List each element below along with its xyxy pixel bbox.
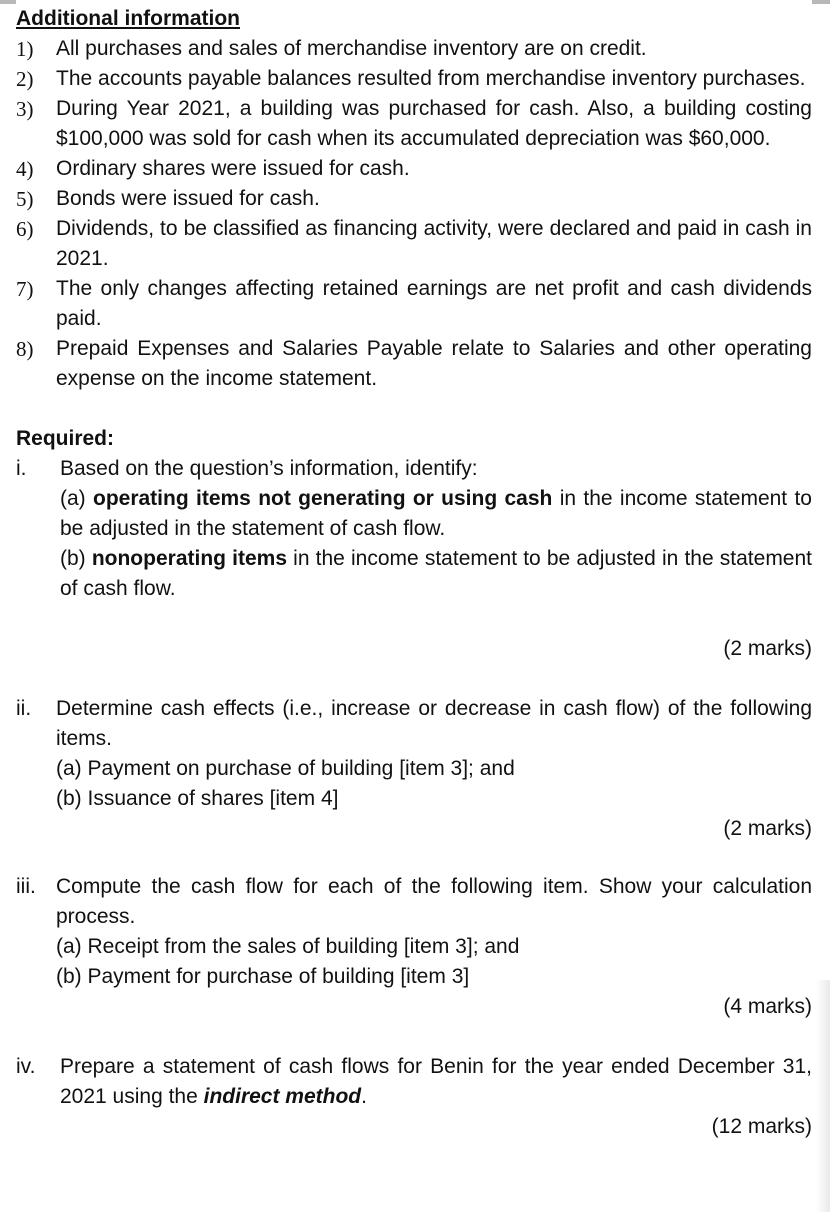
- question-iii: [16, 872, 812, 992]
- part-a-label: (a): [60, 487, 93, 510]
- question-part-b: (b) Payment for purchase of building [item 3]: [56, 965, 470, 988]
- question-part-a: (a) Payment on purchase of building [item 3]; and: [56, 757, 515, 780]
- item-text: Bonds were issued for cash.: [56, 187, 320, 210]
- question-i: [16, 454, 812, 604]
- list-item: [16, 94, 812, 154]
- part-a-text: in the income statement to be adjusted in the statement of cash flow.: [60, 487, 812, 540]
- item-text: Ordinary shares were issued for cash.: [56, 157, 410, 180]
- item-number: 3): [16, 97, 34, 121]
- additional-information-heading: Additional information: [16, 7, 240, 30]
- question-intro: Based on the question’s information, identify:: [60, 457, 478, 480]
- question-body: [60, 454, 812, 604]
- question-number: i.: [16, 457, 27, 480]
- question-intro-end: .: [361, 1085, 367, 1108]
- part-a-emphasis: operating items not generating or using cash: [93, 487, 553, 510]
- item-number: 1): [16, 37, 34, 61]
- item-text: The accounts payable balances resulted from merchandise inventory purchases.: [56, 67, 806, 90]
- marks-label: (4 marks): [723, 995, 812, 1018]
- question-intro: Prepare a statement of cash flows for Benin for the year ended December 31, 2021 using the: [60, 1055, 812, 1108]
- question-body: [56, 872, 812, 992]
- question-ii: [16, 694, 812, 814]
- question-number: iii.: [16, 875, 36, 898]
- item-text: The only changes affecting retained earnings are net profit and cash dividends paid.: [56, 277, 812, 330]
- part-b-label: (b): [60, 547, 92, 570]
- item-text: Dividends, to be classified as financing activity, were declared and paid in cash in 2021.: [56, 217, 812, 270]
- question-intro: Determine cash effects (i.e., increase or decrease in cash flow) of the following items.: [56, 697, 812, 750]
- question-body: [56, 694, 812, 814]
- item-number: 7): [16, 277, 34, 301]
- item-number: 6): [16, 217, 34, 241]
- question-number: ii.: [16, 697, 32, 720]
- list-item: [16, 154, 812, 184]
- marks-label: (12 marks): [711, 1115, 812, 1138]
- list-item: [16, 214, 812, 274]
- list-item: [16, 274, 812, 334]
- top-edge-mark-left: [0, 0, 16, 4]
- question-part-b: (b) Issuance of shares [item 4]: [56, 787, 339, 810]
- question-iv: [16, 1052, 812, 1112]
- question-body: [60, 1052, 812, 1112]
- required-heading: Required:: [16, 427, 115, 450]
- marks-label: (2 marks): [723, 637, 812, 660]
- question-intro: Compute the cash flow for each of the following item. Show your calculation process.: [56, 875, 812, 928]
- part-b-emphasis: nonoperating items: [91, 547, 287, 570]
- list-item: [16, 334, 812, 394]
- list-item: [16, 34, 812, 64]
- question-number: iv.: [16, 1055, 36, 1078]
- item-number: 8): [16, 337, 34, 361]
- item-text: All purchases and sales of merchandise inventory are on credit.: [56, 37, 647, 60]
- question-part-a: (a) Receipt from the sales of building [item 3]; and: [56, 935, 520, 958]
- item-number: 2): [16, 67, 34, 91]
- question-emphasis: indirect method: [203, 1085, 362, 1108]
- item-text: During Year 2021, a building was purchased for cash. Also, a building costing $100,000 was sold for cash when its accumulated depreciation was $60,000.: [56, 97, 812, 150]
- list-item: [16, 64, 812, 94]
- top-edge-mark-right: [812, 0, 830, 4]
- question-part-a: [60, 484, 812, 544]
- document-page: [16, 4, 812, 1142]
- item-number: 4): [16, 157, 34, 181]
- item-number: 5): [16, 187, 34, 211]
- marks-label: (2 marks): [723, 817, 812, 840]
- additional-information-list: [16, 34, 812, 394]
- item-text: Prepaid Expenses and Salaries Payable relate to Salaries and other operating expense on the income statement.: [56, 337, 812, 390]
- list-item: [16, 184, 812, 214]
- page-edge-shadow: [816, 980, 830, 1212]
- part-b-text: in the income statement to be adjusted in the statement of cash flow.: [60, 547, 813, 600]
- question-part-b: [60, 544, 812, 604]
